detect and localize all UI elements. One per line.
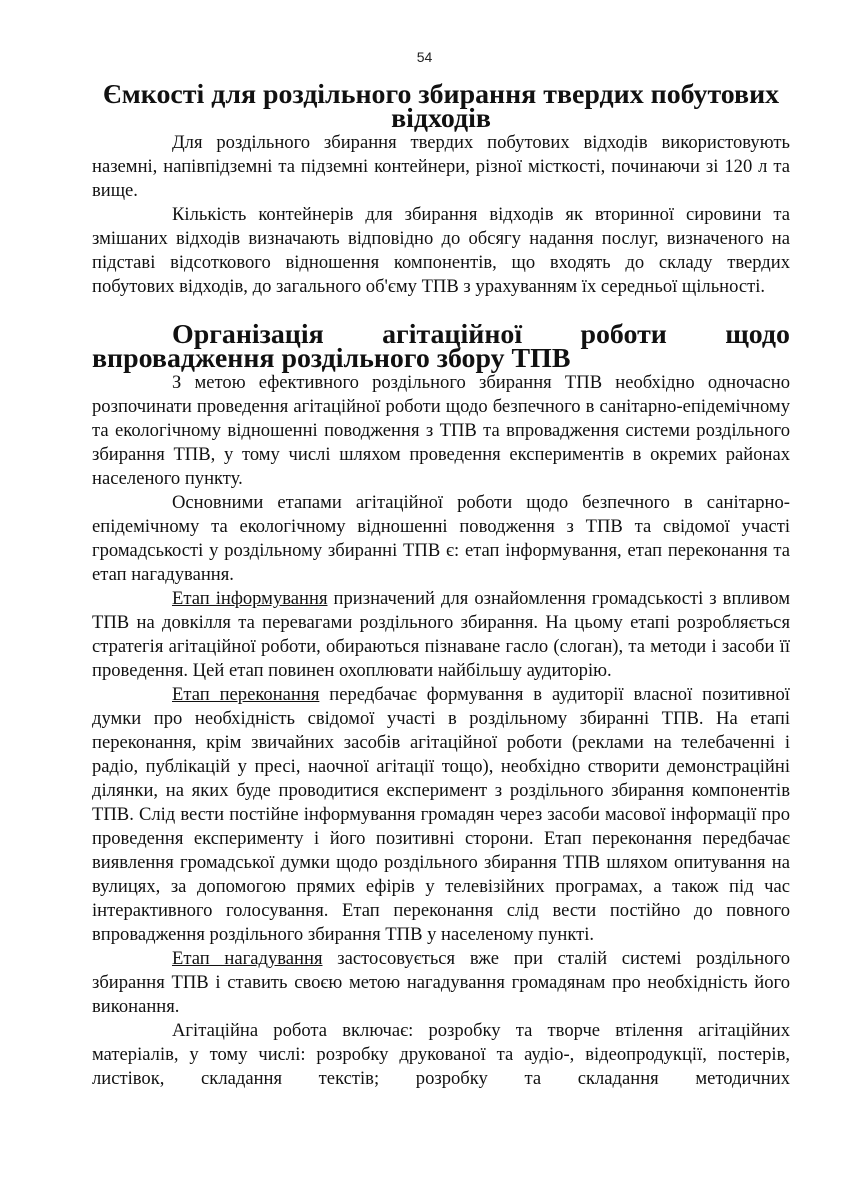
paragraph: Основними етапами агітаційної роботи щодо безпечного в санітарно-епідемічному та екологічному відношенні поводження з ТПВ та свідомої участі громадськості у роздільному збиранні ТПВ є: етап інформування, етап переконання та етап нагадування. xyxy=(92,492,790,585)
stage-paragraph-persuasion xyxy=(92,683,790,947)
stage-term: Етап нагадування xyxy=(172,948,323,969)
section-heading-containers: Ємкості для роздільного збирання твердих побутових відходів xyxy=(102,79,780,134)
paragraph: З метою ефективного роздільного збирання ТПВ необхідно одночасно розпочинати проведення агітаційної роботи щодо безпечного в санітарно-епідемічному та екологічному відношенні поводження з ТПВ та впровадження системи роздільного збирання ТПВ, у тому числі шляхом проведення експериментів в окремих районах населеного пункту. xyxy=(92,372,790,489)
stage-term: Етап переконання xyxy=(172,684,320,705)
paragraph: Кількість контейнерів для збирання відходів як вторинної сировини та змішаних відходів визначають відповідно до обсягу надання послуг, визначеного на підставі відсоткового відношення компонентів, що входять до складу твердих побутових відходів, до загального об'єму ТПВ з урахуванням їх середньої щільності. xyxy=(92,204,790,297)
stage-paragraph-reminder xyxy=(92,947,790,1019)
stage-text: передбачає формування в аудиторії власної позитивної думки про необхідність свідомої участі в роздільному збиранні ТПВ. На етапі переконання, крім звичайних засобів агітаційної роботи (реклами на телебаченні і радіо, публікацій у пресі, наочної агітації тощо), необхідно створити демонстраційні ділянки, на яких буде проводитися експеримент з роздільного збирання компонентів ТПВ. Слід вести постійне інформування громадян через засоби масової інформації про проведення експерименту і його позитивні сторони. Етап переконання передбачає виявлення громадської думки щодо роздільного збирання ТПВ шляхом опитування на вулицях, за допомогою прямих ефірів у телевізійних програмах, а також під час інтерактивного голосування. Етап переконання слід вести постійно до повного впровадження роздільного збирання ТПВ у населеному пункті. xyxy=(92,684,790,945)
section-heading-agitation: Організація агітаційної роботи щодо впровадження роздільного збору ТПВ xyxy=(92,319,790,374)
stage-text: застосовується вже при сталій системі роздільного збирання ТПВ і ставить своєю метою нагадування громадянам про необхідність його виконання. xyxy=(92,948,790,1017)
closing-paragraph: Агітаційна робота включає: розробку та творче втілення агітаційних матеріалів, у тому числі: розробку друкованої та аудіо-, відеопродукції, постерів, листівок, складання текстів; розробку та складання методичних xyxy=(92,1020,790,1089)
stage-text: призначений для ознайомлення громадськості з впливом ТПВ на довкілля та перевагами роздільного збирання. На цьому етапі розробляється стратегія агітаційної роботи, обираються пізнаване гасло (слоган), та методи і засоби її проведення. Цей етап повинен охоплювати найбільшу аудиторію. xyxy=(92,588,790,681)
stage-term: Етап інформування xyxy=(172,588,328,609)
document-page xyxy=(92,0,790,1091)
stage-paragraph-informing xyxy=(92,587,790,683)
paragraph: Для роздільного збирання твердих побутових відходів використовують наземні, напівпідземні та підземні контейнери, різної місткості, починаючи зі 120 л та вище. xyxy=(92,132,790,201)
page-number: 54 xyxy=(416,49,433,65)
